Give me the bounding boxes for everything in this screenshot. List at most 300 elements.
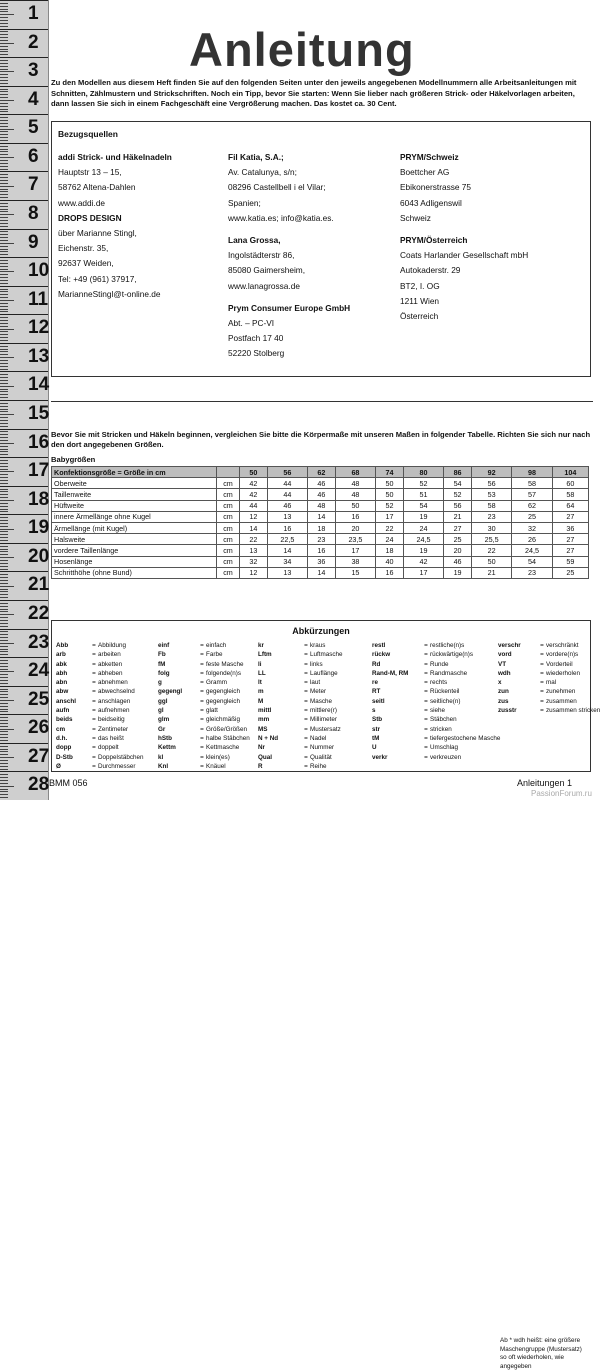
abbrev-row	[158, 687, 250, 696]
ruler-number: 6	[28, 145, 39, 167]
ruler-tick	[0, 506, 8, 507]
abbrev-meaning: gegengleich	[206, 697, 240, 705]
ruler-tick	[0, 786, 14, 787]
abbrev-meaning: glatt	[206, 707, 218, 715]
ruler-tick	[0, 203, 8, 204]
equals-sign: =	[540, 707, 544, 715]
ruler-tick	[0, 14, 14, 15]
abbrev-row	[258, 734, 343, 743]
table-cell: 56	[471, 478, 511, 489]
ruler-tick	[0, 266, 8, 267]
abbrev-meaning: Farbe	[206, 651, 223, 659]
abbrev-key: s	[372, 707, 376, 715]
table-cell: 17	[376, 511, 404, 522]
ruler-tick	[0, 663, 8, 664]
ruler-tick	[0, 231, 8, 232]
ruler-tick	[0, 611, 8, 612]
ruler-tick	[0, 17, 8, 18]
abbrev-meaning: Kettmasche	[206, 744, 240, 752]
ruler-tick	[0, 271, 14, 272]
ruler-tick	[0, 51, 8, 52]
abbrev-row	[258, 697, 343, 706]
ruler-tick	[0, 737, 8, 738]
ruler-tick	[0, 603, 8, 604]
abbrev-key: Rand-M, RM	[372, 669, 409, 677]
ruler-tick	[0, 31, 8, 32]
table-cell: 46	[308, 489, 336, 500]
ruler-tick	[0, 137, 8, 138]
equals-sign: =	[92, 734, 96, 742]
abbrev-row	[258, 725, 343, 734]
ruler-tick	[0, 446, 8, 447]
abbrev-row	[258, 762, 343, 771]
ruler-tick	[0, 237, 8, 238]
table-cell: 60	[552, 478, 588, 489]
ruler-tick	[0, 97, 8, 98]
ruler-tick	[0, 649, 8, 650]
abbrev-meaning: anschlagen	[98, 697, 131, 705]
abbrev-row	[56, 697, 144, 706]
ruler-number: 19	[28, 517, 50, 539]
ruler-tick	[0, 494, 8, 495]
abbrev-meaning: Nummer	[310, 744, 335, 752]
abbrev-row	[498, 697, 600, 706]
table-cell: 42	[240, 489, 268, 500]
table-cell: 59	[552, 556, 588, 567]
abbrev-meaning: siehe	[430, 707, 446, 715]
ruler-tick	[0, 589, 8, 590]
abbrev-meaning: Meter	[310, 688, 327, 696]
abbrev-key: g	[158, 679, 162, 687]
abbrev-row	[498, 660, 600, 669]
table-cell: 22	[376, 522, 404, 533]
ruler-tick	[0, 606, 8, 607]
source-line: Tel: +49 (961) 37917,	[58, 273, 137, 284]
table-cell: 14	[267, 545, 307, 556]
abbrev-row	[158, 715, 250, 724]
equals-sign: =	[200, 725, 204, 733]
ruler-tick	[0, 460, 8, 461]
ruler-tick	[0, 471, 14, 472]
abbrev-meaning: gegengleich	[206, 688, 240, 696]
table-cell: 27	[552, 534, 588, 545]
table-cell: 48	[308, 500, 336, 511]
table-cell: cm	[217, 522, 240, 533]
ruler-tick	[0, 303, 8, 304]
table-cell: cm	[217, 545, 240, 556]
source-line: Ebikonerstrasse 75	[400, 182, 472, 193]
abbrev-meaning: Stäbchen	[430, 716, 457, 724]
ruler-tick	[0, 637, 8, 638]
source-line: Prym Consumer Europe GmbH	[228, 302, 351, 313]
source-line: Boettcher AG	[400, 167, 450, 178]
abbrev-key: m	[258, 688, 264, 696]
table-cell: Schritthöhe (ohne Bund)	[52, 567, 217, 578]
abbrev-col-2	[158, 641, 250, 771]
source-line: PRYM/Österreich	[400, 235, 468, 246]
source-line: Fil Katia, S.A.;	[228, 152, 284, 162]
ruler-tick	[0, 709, 8, 710]
ruler-tick	[0, 769, 8, 770]
table-cell: 38	[335, 556, 375, 567]
abbrev-meaning: zusammen	[546, 697, 577, 705]
equals-sign: =	[92, 679, 96, 687]
ruler-tick	[0, 403, 8, 404]
source-line: Ingolstädterstr 86,	[228, 250, 295, 261]
table-cell: 13	[267, 567, 307, 578]
ruler-tick	[0, 166, 8, 167]
equals-sign: =	[540, 651, 544, 659]
ruler-tick	[0, 211, 8, 212]
ruler-tick	[0, 586, 14, 587]
table-cell: 24	[403, 522, 443, 533]
sources-col-2	[228, 150, 350, 362]
ruler-tick	[0, 614, 14, 615]
ruler-tick	[0, 106, 8, 107]
table-header-cell: 74	[376, 467, 404, 478]
ruler-tick	[0, 111, 8, 112]
equals-sign: =	[200, 753, 204, 761]
ruler-tick	[0, 369, 8, 370]
source-line: 1211 Wien	[400, 295, 440, 306]
ruler-tick	[0, 740, 8, 741]
size-note: Bevor Sie mit Stricken und Häkeln beginnen, vergleichen Sie bitte die Körpermaße mit unseren Maßen in folgender Tabelle. Richten Sie sich nur nach den dort angegebenen Größen.	[51, 430, 591, 449]
table-cell: 44	[240, 500, 268, 511]
ruler-tick	[0, 700, 14, 701]
ruler-tick	[0, 366, 8, 367]
abbrev-key: Lftm	[258, 651, 272, 659]
table-cell: 27	[552, 545, 588, 556]
repeat-note: Ab * wdh heißt: eine größere Maschengruppe (Mustersatz) so oft wiederholen, wie angegeben	[500, 1337, 582, 1370]
ruler-number: 9	[28, 231, 39, 253]
source-line: 6043 Adligenswil	[400, 197, 462, 208]
table-cell: 50	[376, 489, 404, 500]
abbrev-key: abk	[56, 660, 67, 668]
table-header-cell	[217, 467, 240, 478]
equals-sign: =	[304, 716, 308, 724]
abbrev-meaning: abwechselnd	[98, 688, 135, 696]
ruler-tick	[0, 80, 8, 81]
table-cell: 58	[552, 489, 588, 500]
ruler-tick	[0, 20, 8, 21]
ruler-tick	[0, 351, 8, 352]
table-cell: 36	[308, 556, 336, 567]
equals-sign: =	[304, 688, 308, 696]
ruler-tick	[0, 26, 8, 27]
ruler-tick	[0, 9, 8, 10]
table-cell: 46	[444, 556, 472, 567]
abbrev-key: arb	[56, 651, 66, 659]
ruler-tick	[0, 289, 8, 290]
ruler-tick	[0, 269, 8, 270]
abbrev-meaning: verkreuzen	[430, 753, 462, 761]
table-cell: cm	[217, 567, 240, 578]
source-line: 08296 Castellbell i el Vilar;	[228, 182, 326, 193]
abbrev-key: M	[258, 697, 264, 705]
ruler-tick	[0, 751, 8, 752]
abbrev-meaning: zunehmen	[546, 688, 576, 696]
table-cell: 15	[335, 567, 375, 578]
equals-sign: =	[424, 707, 428, 715]
table-cell: 19	[403, 511, 443, 522]
abbrev-row	[158, 762, 250, 771]
ruler-tick	[0, 406, 8, 407]
table-cell: 25	[552, 567, 588, 578]
ruler-tick	[0, 783, 8, 784]
ruler-tick	[0, 774, 8, 775]
table-cell: 42	[403, 556, 443, 567]
abbrev-key: re	[372, 679, 378, 687]
ruler-tick	[0, 354, 8, 355]
ruler-tick	[0, 251, 8, 252]
ruler-tick	[0, 483, 8, 484]
source-line: BT2, I. OG	[400, 280, 440, 291]
table-cell: 24,5	[403, 534, 443, 545]
ruler-tick	[0, 591, 8, 592]
table-cell: 51	[403, 489, 443, 500]
abbrev-row	[56, 753, 144, 762]
ruler-tick	[0, 620, 8, 621]
ruler-tick	[0, 717, 8, 718]
abbrev-row	[258, 753, 343, 762]
ruler-tick	[0, 157, 14, 158]
ruler-tick	[0, 474, 8, 475]
abbrev-key: str	[372, 725, 381, 733]
ruler-number: 25	[28, 688, 50, 710]
table-cell: 19	[403, 545, 443, 556]
abbrev-key: hStb	[158, 734, 172, 742]
ruler-tick	[0, 180, 8, 181]
table-cell: 56	[444, 500, 472, 511]
abbrev-row	[258, 743, 343, 752]
ruler-tick	[0, 294, 8, 295]
table-cell: 42	[240, 478, 268, 489]
ruler-tick	[0, 757, 14, 758]
equals-sign: =	[200, 744, 204, 752]
ruler-tick	[0, 660, 8, 661]
abbrev-meaning: Randmasche	[430, 669, 468, 677]
abbrev-row	[372, 669, 500, 678]
abbrev-meaning: Größe/Größen	[206, 725, 247, 733]
table-cell: 25	[512, 511, 552, 522]
abbrev-meaning: kraus	[310, 642, 326, 649]
abbrev-meaning: Abbildung	[98, 642, 127, 649]
source-line: addi Strick- und Häkelnadeln	[58, 152, 172, 162]
ruler-tick	[0, 646, 8, 647]
abbrev-key: VT	[498, 660, 507, 668]
ruler-tick	[0, 280, 8, 281]
page	[49, 0, 601, 1370]
ruler-number: 7	[28, 174, 39, 196]
ruler-tick	[0, 420, 8, 421]
ruler-tick	[0, 554, 8, 555]
source-line: MarianneStingl@t-online.de	[58, 288, 161, 299]
table-cell: 16	[335, 511, 375, 522]
ruler-tick	[0, 580, 8, 581]
ruler-number: 15	[28, 403, 50, 424]
abbrev-row	[158, 669, 250, 678]
ruler-tick	[0, 11, 8, 12]
source-line: über Marianne Stingl,	[58, 228, 137, 239]
ruler-tick	[0, 566, 8, 567]
ruler-tick	[0, 209, 8, 210]
ruler-tick	[0, 654, 8, 655]
ruler-tick	[0, 409, 8, 410]
ruler-tick	[0, 89, 8, 90]
equals-sign: =	[200, 716, 204, 724]
table-header-cell: 68	[335, 467, 375, 478]
abbrev-meaning: abnehmen	[98, 679, 128, 687]
ruler-tick	[0, 217, 8, 218]
table-cell: 17	[403, 567, 443, 578]
abbrev-row	[158, 743, 250, 752]
page-title: Anleitung	[189, 23, 415, 76]
ruler-tick	[0, 49, 8, 50]
ruler-tick	[0, 594, 8, 595]
table-cell: 52	[444, 489, 472, 500]
ruler-tick	[0, 389, 8, 390]
abbrev-key: vord	[498, 651, 512, 659]
equals-sign: =	[200, 642, 204, 649]
abbrev-meaning: doppelt	[98, 744, 119, 752]
abbrev-meaning: restliche(n)s	[430, 642, 465, 649]
ruler-tick	[0, 477, 8, 478]
table-cell: 18	[376, 545, 404, 556]
table-cell: 50	[376, 478, 404, 489]
abbrev-row	[498, 706, 600, 715]
abbrev-meaning: klein(es)	[206, 753, 230, 761]
equals-sign: =	[200, 697, 204, 705]
abbrev-key: Rd	[372, 660, 381, 668]
ruler-tick	[0, 626, 8, 627]
ruler-tick	[0, 791, 8, 792]
ruler-number: 17	[28, 460, 50, 482]
equals-sign: =	[92, 660, 96, 668]
table-cell: Hüftweite	[52, 500, 217, 511]
ruler-number: 4	[28, 88, 39, 110]
abbrev-key: zusstr	[498, 707, 517, 715]
abbrev-meaning: Rückenteil	[430, 688, 460, 696]
ruler-tick	[0, 754, 8, 755]
abbrev-meaning: Luftmasche	[310, 651, 343, 659]
equals-sign: =	[92, 642, 96, 649]
ruler-tick	[0, 151, 8, 152]
abbrev-meaning: laut	[310, 679, 321, 687]
abbrev-meaning: aufnehmen	[98, 707, 130, 715]
abbrev-row	[158, 641, 250, 650]
ruler-tick	[0, 249, 8, 250]
equals-sign: =	[92, 716, 96, 724]
abbrev-row	[372, 660, 500, 669]
abbrev-meaning: mittlere(r)	[310, 707, 337, 715]
equals-sign: =	[200, 762, 204, 770]
abbrev-meaning: verschränkt	[546, 642, 579, 649]
ruler-tick	[0, 443, 14, 444]
source-line	[228, 294, 350, 301]
ruler-tick	[0, 643, 14, 644]
source-line: Spanien;	[228, 197, 261, 208]
abbrev-col-4	[372, 641, 500, 762]
sources-box	[51, 121, 591, 377]
table-header-cell: 56	[267, 467, 307, 478]
abbrev-key: einf	[158, 642, 170, 649]
ruler-tick	[0, 340, 8, 341]
abbrev-key: RT	[372, 688, 381, 696]
table-cell: innere Ärmellänge ohne Kugel	[52, 511, 217, 522]
abbrev-key: Gr	[158, 725, 166, 733]
ruler-tick	[0, 531, 8, 532]
abbrev-row	[372, 734, 500, 743]
ruler-tick	[0, 169, 8, 170]
abbrev-row	[372, 753, 500, 762]
table-row	[52, 489, 589, 500]
ruler-tick	[0, 126, 8, 127]
equals-sign: =	[540, 642, 544, 649]
table-cell: 50	[471, 556, 511, 567]
abbrev-key: d.h.	[56, 734, 68, 742]
ruler-tick	[0, 423, 8, 424]
abbrev-row	[56, 762, 144, 771]
ruler-number: 23	[28, 631, 50, 653]
abbrev-key: x	[498, 679, 502, 687]
abbrev-row	[158, 660, 250, 669]
table-cell: 16	[267, 522, 307, 533]
equals-sign: =	[304, 762, 308, 770]
table-header-cell: 62	[308, 467, 336, 478]
equals-sign: =	[92, 725, 96, 733]
source-line: Lana Grossa,	[228, 235, 281, 246]
abbrev-meaning: Knäuel	[206, 762, 226, 770]
ruler-number: 5	[28, 117, 39, 139]
ruler-tick	[0, 140, 8, 141]
equals-sign: =	[92, 744, 96, 752]
abbrev-meaning: Nadel	[310, 734, 327, 742]
ruler-tick	[0, 540, 8, 541]
ruler-tick	[0, 357, 14, 358]
ruler-tick	[0, 154, 8, 155]
sources-col-1	[58, 150, 172, 302]
abbrev-key: mittl	[258, 707, 272, 715]
ruler-tick	[0, 40, 8, 41]
table-cell: 25	[444, 534, 472, 545]
ruler-tick	[0, 666, 8, 667]
abbrev-key: zus	[498, 697, 509, 705]
equals-sign: =	[304, 753, 308, 761]
equals-sign: =	[424, 669, 428, 677]
ruler-tick	[0, 563, 8, 564]
abbrev-meaning: feste Masche	[206, 660, 244, 668]
table-row	[52, 545, 589, 556]
ruler-tick	[0, 623, 8, 624]
abbrev-meaning: gleichmäßig	[206, 716, 240, 724]
abbrev-key: mm	[258, 716, 270, 724]
ruler-tick	[0, 246, 8, 247]
ruler-tick	[0, 437, 8, 438]
equals-sign: =	[200, 669, 204, 677]
ruler-number: 12	[28, 317, 50, 339]
ruler-number: 20	[28, 545, 50, 567]
abbrev-key: abn	[56, 679, 68, 687]
ruler-tick	[0, 94, 8, 95]
table-cell: cm	[217, 478, 240, 489]
table-cell: 23,5	[335, 534, 375, 545]
abbrev-meaning: einfach	[206, 642, 227, 649]
sources-col-3	[400, 150, 528, 324]
abbrev-key: Knl	[158, 762, 169, 770]
table-cell: 12	[240, 567, 268, 578]
ruler-tick	[0, 794, 8, 795]
table-cell: 30	[471, 522, 511, 533]
